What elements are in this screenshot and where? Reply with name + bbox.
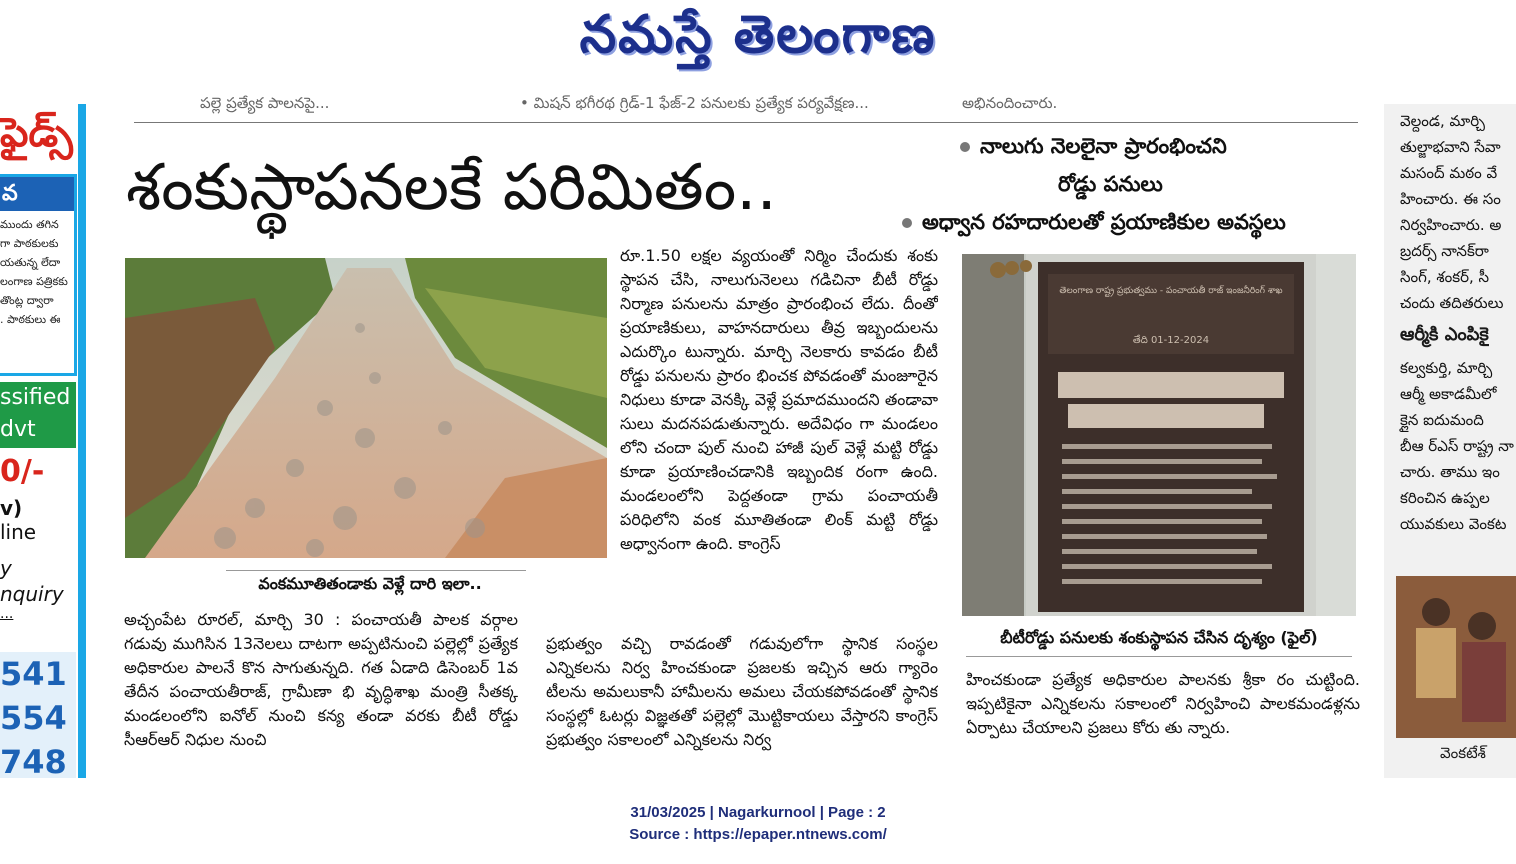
plaque-line-2: తేది 01-12-2024 xyxy=(1132,335,1210,346)
faded-top-left: పల్లె ప్రత్యేక పాలనపై... xyxy=(200,94,330,112)
ad-small-4: nquiry xyxy=(0,582,64,606)
caption-rule xyxy=(226,570,526,571)
article-column-3: హించకుండా ప్రత్యేక అధికారుల పాలనకు శ్రీకా రం చుట్టింది. ఇప్పటికైనా ఎన్నికలను సకాలంలో నిర్వహించి పాలకమండళ్లను ఏర్పాటు చేయాలని ప్రజలు కోరు తు న్నారు. xyxy=(966,670,1360,737)
ad-small-2: line xyxy=(0,520,37,544)
footer-source-line: Source : https://epaper.ntnews.com/ xyxy=(629,826,887,843)
article-headline: శంకుస్థాపనలకే పరిమితం.. xyxy=(126,151,777,225)
column-divider xyxy=(134,122,1358,123)
plaque-photo xyxy=(962,254,1356,616)
article-column-2-bottom: ప్రభుత్వం వచ్చి రావడంతో గడువులోగా స్థానిక సంస్థల ఎన్నికలను నిర్వ హించకుండా ప్రజలకు ఇచ్చిన ఆరు గ్యారెం టీలను అమలుకానీ హామీలను అమలు చేయకపోవడంతో స్థానిక సంస్థల్లో ఓటర్లు విజ్ఞతతో పల్లెల్లో మొట్టికాయలు వేస్తారని కాంగ్రెస్ ప్రభుత్వం సకాలంలో ఎన్నికలను నిర్వ xyxy=(546,634,938,749)
ad-small-5: ... xyxy=(0,606,14,622)
ad-number: 541 xyxy=(0,655,67,693)
right-column-headline: ఆర్మీకి ఎంపికై xyxy=(1400,324,1489,345)
article-column-1: అచ్చంపేట రూరల్, మార్చి 30 : పంచాయతీ పాలక వర్గాల గడువు ముగిసిన 13నెలలు దాటగా అప్పటినుంచి పల్లెల్లో ప్రత్యేక అధికారుల పాలనే కొన సాగుతున్నది. గత ఏడాది డిసెంబర్ 1వ తేదీన పంచాయతీరాజ్, గ్రామీణా భి వృద్ధిశాఖ మంత్రి సీతక్క మండలంలోని ఐనోల్ నుంచి కన్య తండా వరకు బీటీ రోడ్డు సీఆర్ఆర్ నిధుల నుంచి xyxy=(124,610,518,749)
ad-small-3: y xyxy=(0,556,12,580)
plaque-line-1: తెలంగాణ రాష్ట్ర ప్రభుత్వము - పంచాయతీ రాజ్ ఇంజనీరింగ్ శాఖ xyxy=(1059,286,1283,296)
ad-classified-banner xyxy=(0,382,76,448)
plaque-photo-caption: బీటీరోడ్డు పనులకు శంకుస్థాపన చేసిన దృశ్యం (ఫైల్) xyxy=(1000,628,1318,647)
right-partial-column xyxy=(1384,104,1516,778)
article-subhead-2: రోడ్డు పనులు xyxy=(1058,172,1163,196)
article-subhead-3: అధ్వాన రహదారులతో ప్రయాణికుల అవస్థలు xyxy=(902,210,1286,240)
right-column-caption: వెంకటేశ్ xyxy=(1440,744,1486,762)
ad-border xyxy=(78,104,86,778)
road-photo xyxy=(125,258,607,558)
right-column-text-bottom: కల్వకుర్తి, మార్చి ఆర్మీ అకాడమీలో క్లైన ఐదుమంది బీఆ ర్‌ఎస్ రాష్ట్ర నా చారు. తాము ఇం కరించిన ఉప్పల యువకులు వెంకట xyxy=(1400,359,1514,533)
ad-number: 748 xyxy=(0,743,67,778)
ad-classified: ssified xyxy=(0,385,71,410)
ad-notice-header: వ xyxy=(0,177,74,211)
caption-rule xyxy=(966,656,1352,657)
ad-title: ఫైడ్స్ xyxy=(0,110,73,156)
ad-small-1: v) xyxy=(0,496,23,520)
ad-advt: dvt xyxy=(0,417,36,442)
road-photo-caption: వంకమూతితండాకు వెళ్లే దారి ఇలా.. xyxy=(258,574,482,593)
ad-notice-box xyxy=(0,174,77,376)
left-advertisement xyxy=(0,104,86,778)
faded-top-right: అభినందించారు. xyxy=(962,94,1058,112)
bullet-icon xyxy=(902,218,912,228)
ad-number: 554 xyxy=(0,699,67,737)
bullet-icon xyxy=(960,142,970,152)
article-subhead-1: నాలుగు నెలలైనా ప్రారంభించని xyxy=(960,134,1227,164)
ad-notice-text: ముందు తగిన గా పాఠకులకు యతున్న లేదా లంగాణ పత్రికకు తొంట్ల ద్వారా . పాఠకులు ఈ xyxy=(0,218,68,326)
ad-price: 0/- xyxy=(0,454,45,489)
footer-date-line: 31/03/2025 | Nagarkurnool | Page : 2 xyxy=(630,804,886,821)
newspaper-masthead: నమస్తే తెలంగాణ xyxy=(579,4,937,65)
ad-phone-numbers xyxy=(0,652,76,778)
right-column-photo xyxy=(1396,576,1516,738)
right-column-text-top: వెల్దండ, మార్చి తుల్జాభవాని సేవా మసంద్ మఠం వే హించారు. ఈ సం నిర్వహించారు. అ బ్రదర్స్ నానక్‌రా సింగ్, శంకర్, సీ చందు తదితరులు xyxy=(1400,112,1504,312)
faded-top-middle: • మిషన్ భగీరథ గ్రిడ్-1 ఫేజ్-2 పనులకు ప్రత్యేక పర్యవేక్షణ... xyxy=(520,94,869,112)
article-column-2-top: రూ.1.50 లక్షల వ్యయంతో నిర్మిం చేందుకు శంకు స్థాపన చేసి, నాలుగునెలలు గడిచినా బీటీ రోడ్డు నిర్మాణ పనులను మాత్రం ప్రారంభించ లేదు. దీంతో ప్రయాణికులు, వాహనదారులు తీవ్ర ఇబ్బందులను ఎదుర్కొం టున్నారు. మార్చి నెలకారు కావడం బీటీ రోడ్డు పనులను ప్రారం భించక పోవడంతో మంజూరైన నిధులు కూడా వెనక్కి వెళ్లే ప్రమాదముందని తండావా సులు మదనపడుతున్నారు. అదేవిధం గా మండలం లోని చందా పుల్ నుంచి హాజీ పుల్ వెళ్లే మట్టి రోడ్డు కూడా ప్రయాణించడానికి ఇబ్బందిక రంగా ఉంది. మండలంలోని పెద్దతండా గ్రామ పంచాయతీ పరిధిలోని వంక మూతితండా లింక్ మట్టి రోడ్డు అధ్వానంగా ఉంది. కాంగ్రెస్ xyxy=(620,246,938,553)
